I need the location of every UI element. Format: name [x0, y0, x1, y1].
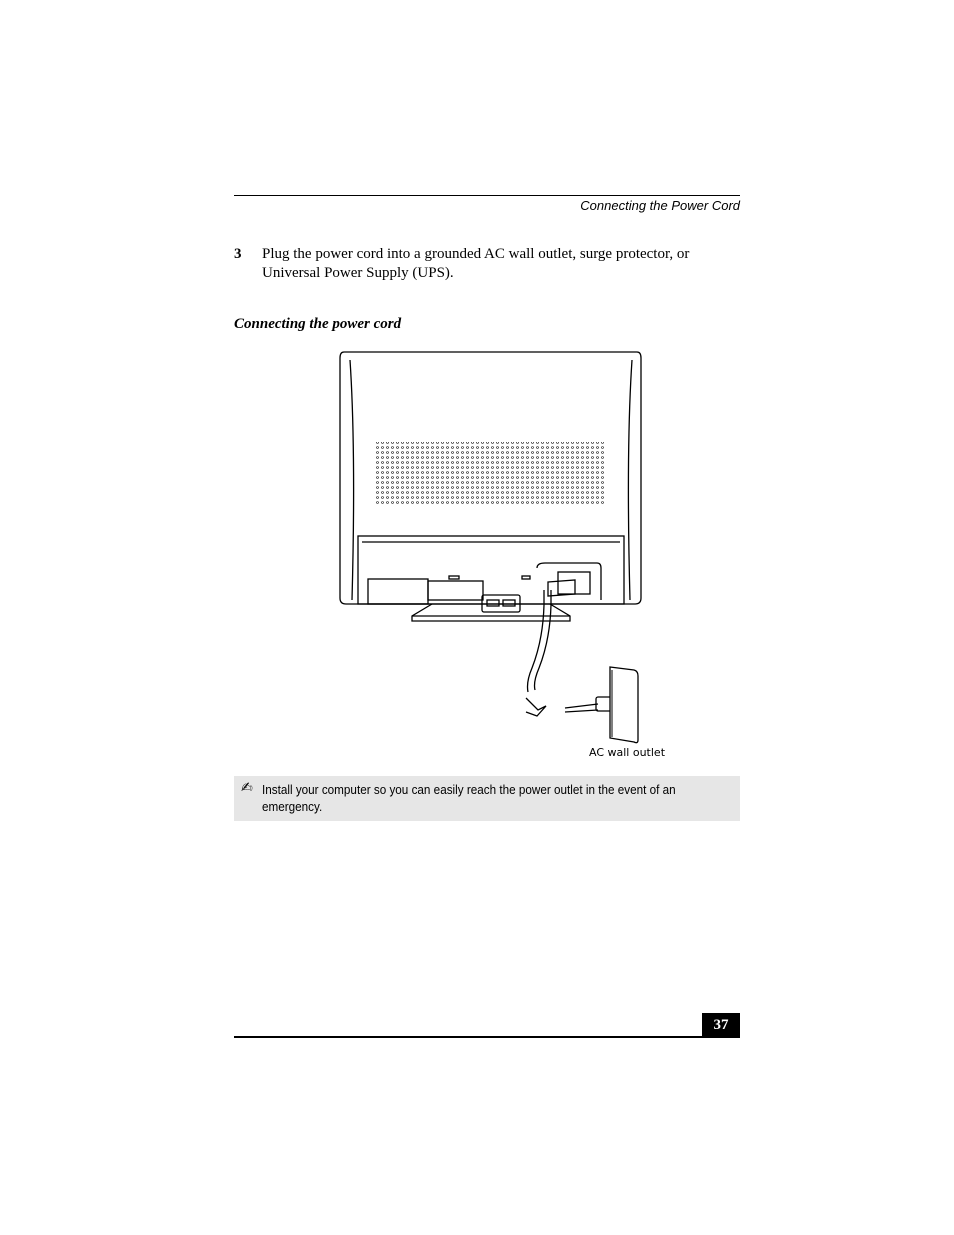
figure-caption: Connecting the power cord — [234, 316, 402, 332]
footer-rule — [234, 1036, 740, 1038]
page-number: 37 — [702, 1013, 740, 1037]
header-rule — [234, 195, 740, 196]
monitor-power-cord-illustration — [330, 345, 670, 775]
note-text: Install your computer so you can easily reach the power outlet in the event of an emergency. — [262, 782, 676, 814]
note-box — [234, 776, 740, 821]
step-text: Plug the power cord into a grounded AC wall outlet, surge protector, or Universal Power Supply (UPS). — [262, 246, 690, 281]
pencil-note-icon: ✍ — [241, 780, 253, 796]
outlet-label: AC wall outlet — [589, 746, 666, 759]
step-number: 3 — [234, 246, 242, 262]
running-head: Connecting the Power Cord — [580, 198, 740, 213]
